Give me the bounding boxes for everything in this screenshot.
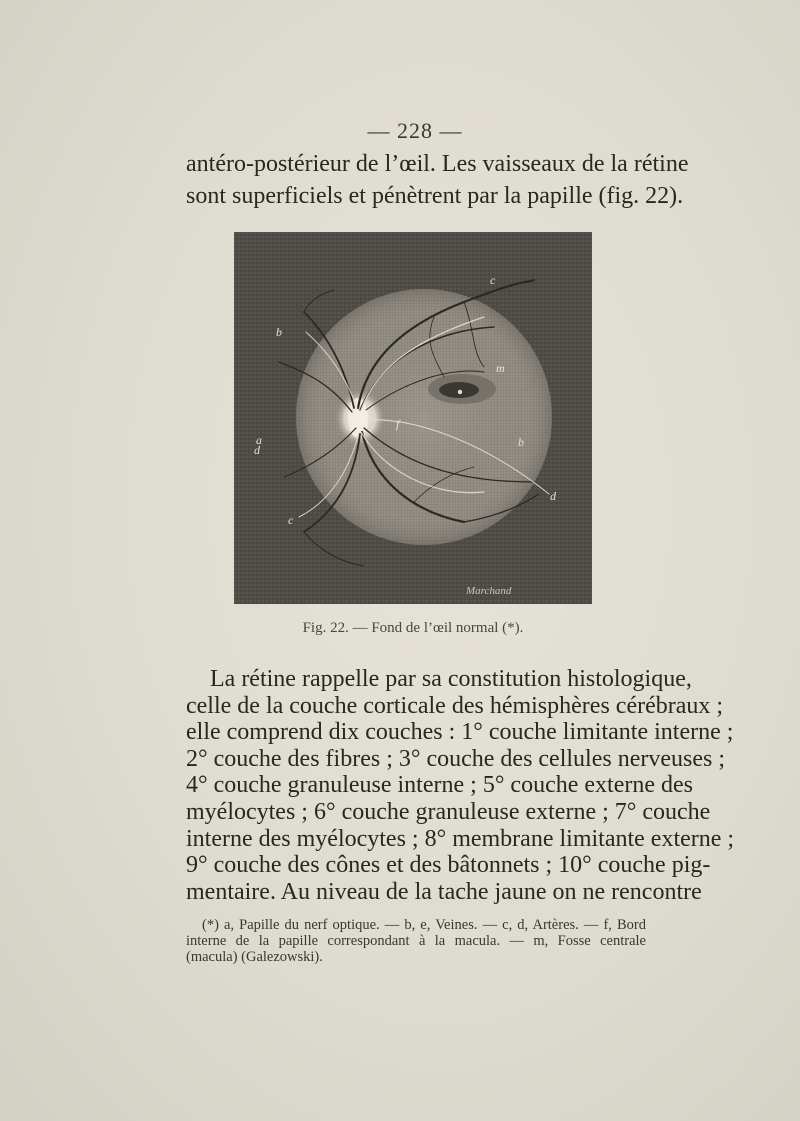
- text-line: myélocytes ; 6° couche granuleuse externe ; 7° couche: [186, 798, 711, 825]
- fundus-illustration: [234, 232, 592, 604]
- footnote-line: interne de la papille correspondant à la macula. — m, Fosse centrale: [186, 933, 646, 949]
- macula-fovea: [458, 390, 462, 394]
- page-number: — 228 —: [367, 118, 463, 143]
- footnote-line: (macula) (Galezowski).: [186, 949, 323, 965]
- text-line: 9° couche des cônes et des bâtonnets ; 10° couche pig-: [186, 852, 711, 879]
- text-line: interne des myélocytes ; 8° membrane limitante externe ;: [186, 825, 735, 852]
- text-line: celle de la couche corticale des hémisphères cérébraux ;: [186, 692, 724, 719]
- fundus-engraving: [234, 232, 592, 604]
- text-line: La rétine rappelle par sa constitution histologique,: [210, 666, 692, 692]
- label-c-bottom: c: [288, 513, 294, 527]
- text-line: sont superficiels et pénètrent par la papille (fig. 22).: [186, 183, 684, 209]
- text-line: 4° couche granuleuse interne ; 5° couche externe des: [186, 772, 693, 799]
- label-f: f: [396, 417, 400, 431]
- engraver-signature: Marchand: [466, 585, 512, 597]
- intro-paragraph: [186, 148, 689, 212]
- text-line: elle comprend dix couches : 1° couche limitante interne ;: [186, 719, 734, 746]
- label-b-left: b: [276, 325, 282, 339]
- body-paragraph: [186, 666, 735, 905]
- footnote: [186, 917, 646, 965]
- label-m: m: [496, 361, 505, 375]
- footnote-line: (*) a, Papille du nerf optique. — b, e, Veines. — c, d, Artères. — f, Bord: [202, 917, 646, 933]
- label-a: a: [256, 433, 262, 447]
- label-d-left: d: [254, 443, 260, 457]
- label-b-right: b: [518, 435, 524, 449]
- text-line: antéro-postérieur de l’œil. Les vaisseaux de la rétine: [186, 151, 689, 177]
- label-d-right: d: [550, 489, 556, 503]
- text-line: 2° couche des fibres ; 3° couche des cellules nerveuses ;: [186, 745, 726, 772]
- figure-caption: Fig. 22. — Fond de l’œil normal (*).: [302, 620, 524, 636]
- text-line: mentaire. Au niveau de la tache jaune on ne rencontre: [186, 878, 702, 905]
- label-c-top: c: [490, 273, 496, 287]
